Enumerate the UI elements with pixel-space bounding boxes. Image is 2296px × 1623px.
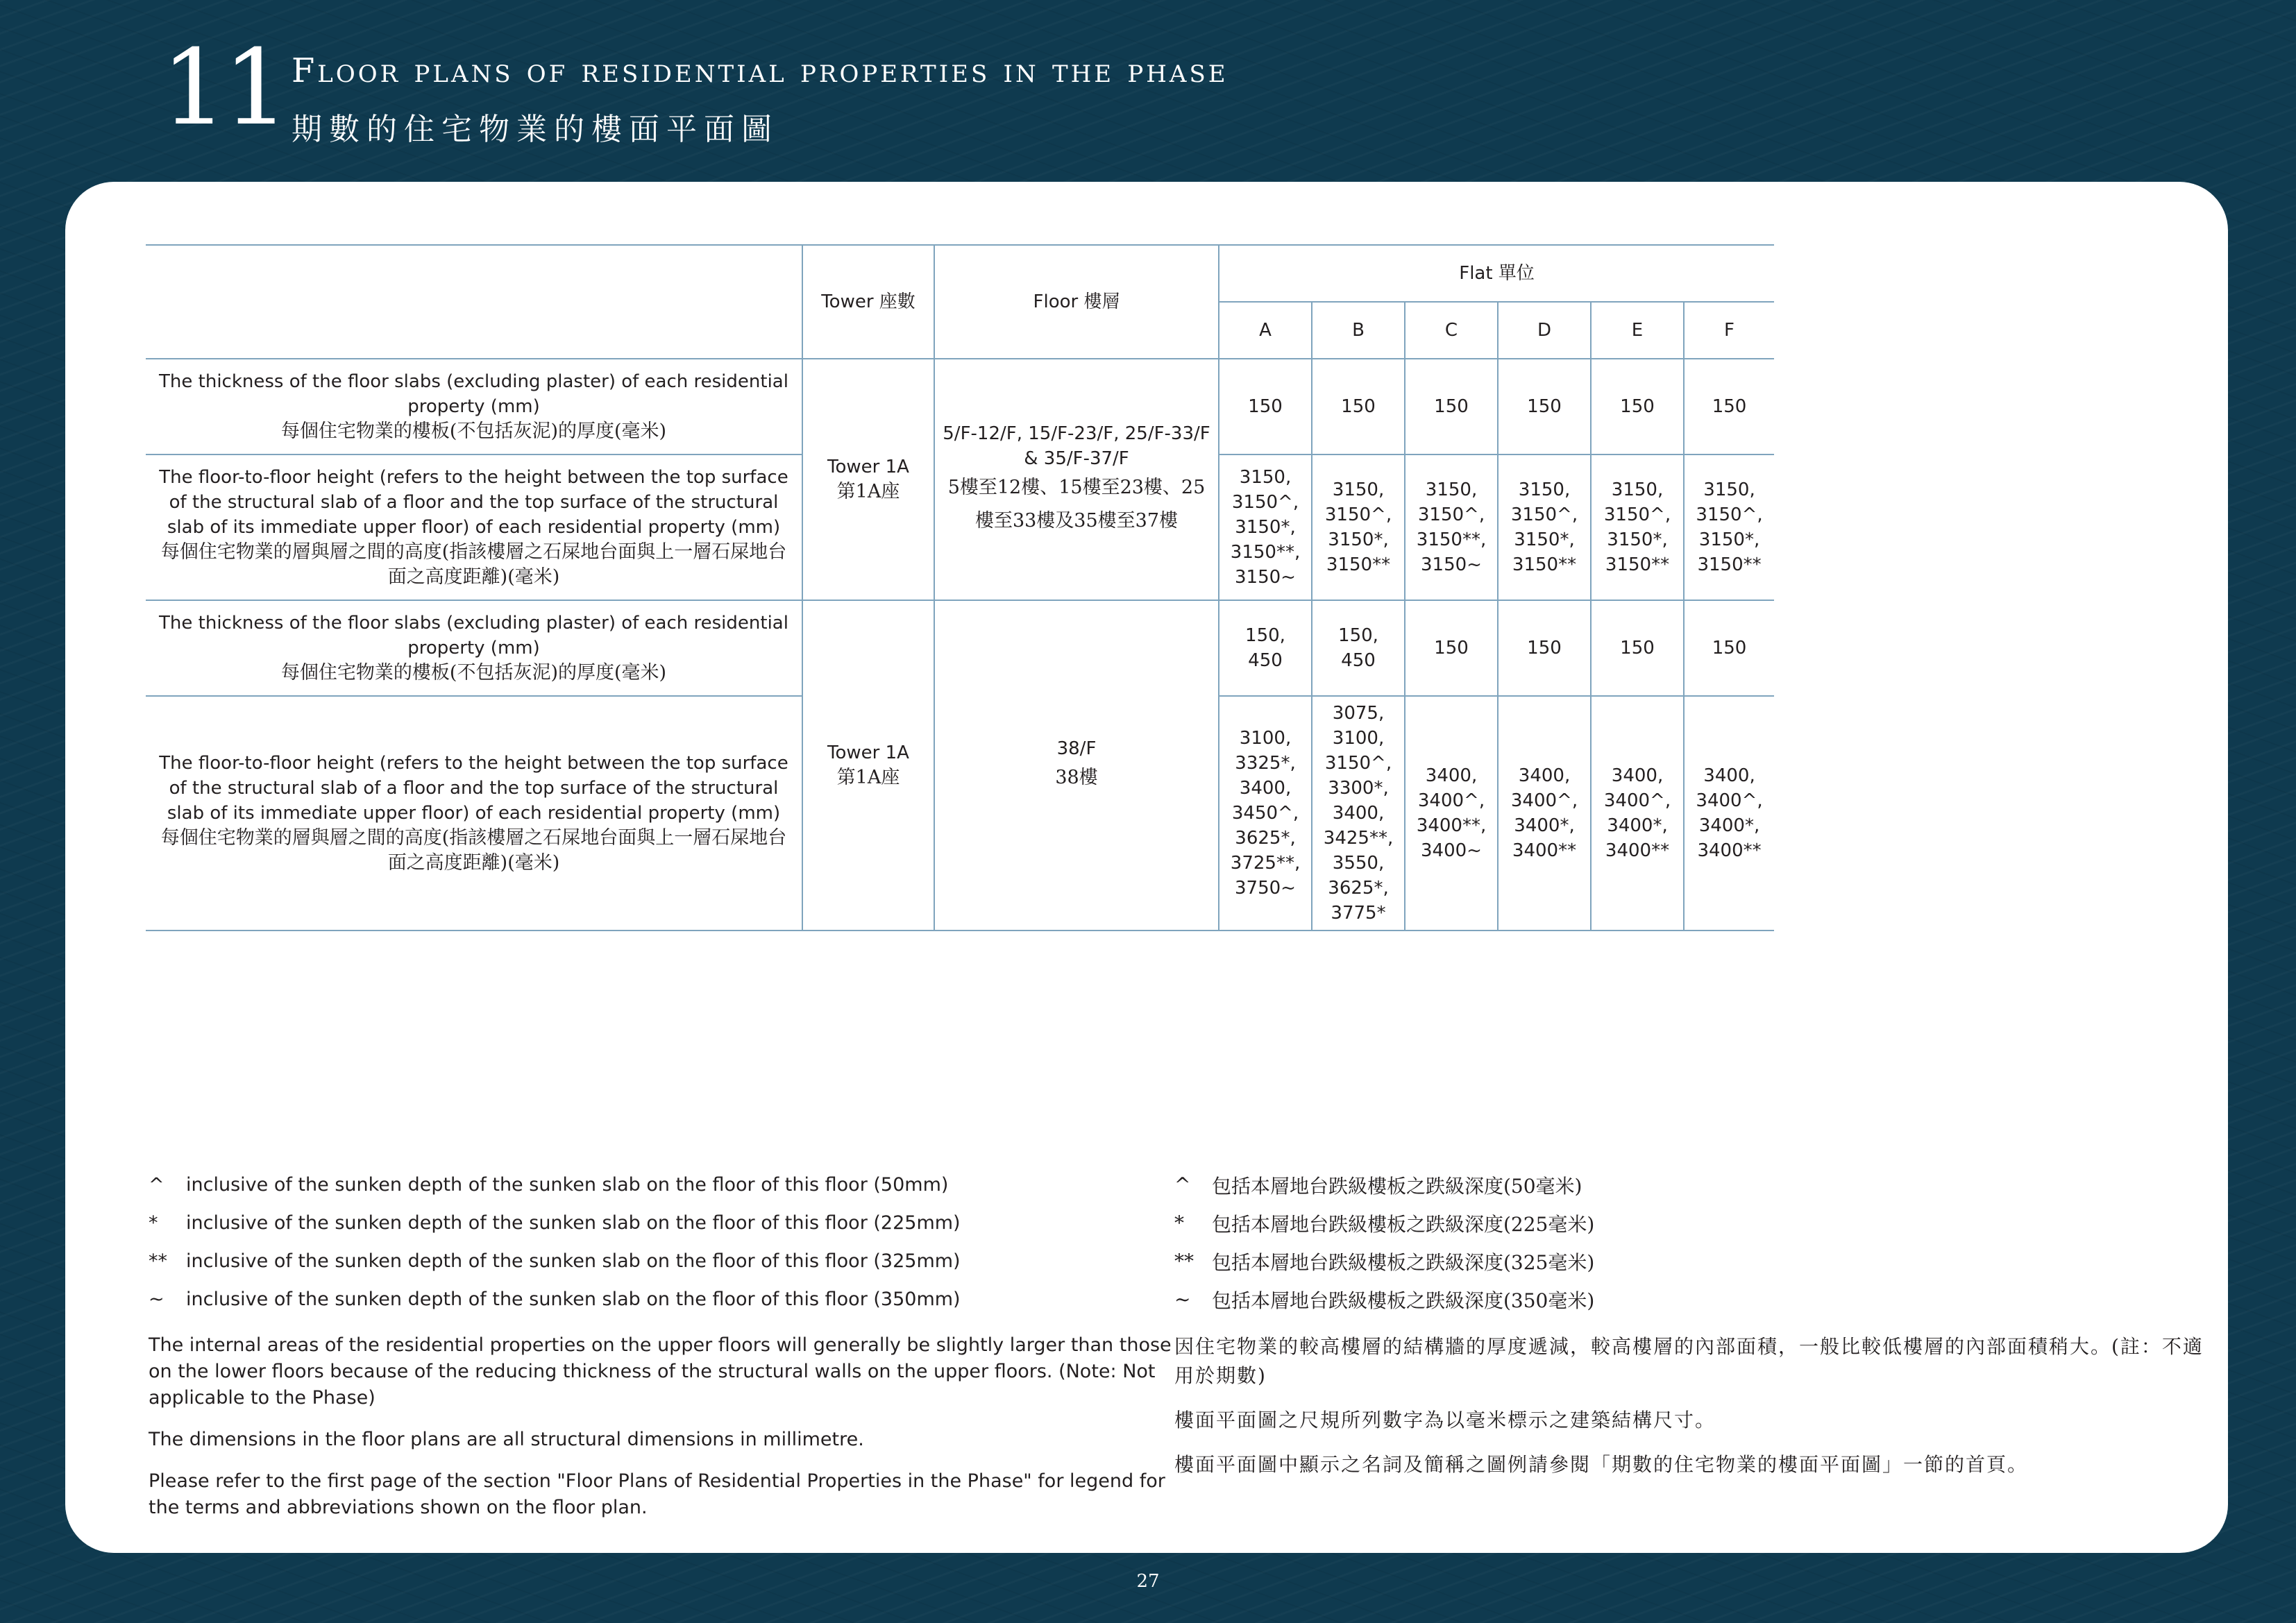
height-cell — [1405, 696, 1498, 931]
flat-letter: F — [1684, 302, 1774, 359]
cell-value: 3400*, — [1514, 815, 1575, 836]
height-cell — [1591, 454, 1684, 600]
flat-letter: B — [1312, 302, 1405, 359]
page-number: 27 — [1136, 1571, 1160, 1592]
footnote-symbol: ~ — [1174, 1288, 1191, 1311]
cell-value: 3150~ — [1235, 567, 1296, 588]
footnote — [1174, 1242, 2215, 1280]
floor-cell — [934, 600, 1219, 931]
cell-value: 450 — [1248, 650, 1283, 671]
cell-value: 3400*, — [1607, 815, 1668, 836]
cell-value: 150 — [1712, 638, 1747, 658]
thickness-cell — [1591, 600, 1684, 696]
cell-value: 3400, — [1239, 778, 1292, 799]
thickness-label-en: The thickness of the floor slabs (excluding plaster) of each residential property (mm) — [159, 371, 788, 417]
cell-value: 150 — [1434, 638, 1469, 658]
height-label — [146, 454, 802, 600]
cell-value: 3400, — [1425, 765, 1478, 786]
cell-value: 3400*, — [1698, 815, 1760, 836]
cell-value: 3150^, — [1603, 504, 1671, 525]
cell-value: 3150** — [1512, 554, 1577, 575]
height-cell — [1312, 454, 1405, 600]
cell-value: 3150^, — [1417, 504, 1485, 525]
cell-value: 3400**, — [1416, 815, 1487, 836]
tower-zh: 第1A座 — [836, 767, 900, 788]
height-cell — [1591, 696, 1684, 931]
cell-value: 3400^, — [1696, 790, 1763, 811]
cell-value: 3150*, — [1328, 529, 1389, 550]
footnote-symbol: * — [1174, 1212, 1184, 1234]
cell-value: 3625*, — [1328, 878, 1389, 899]
floor-zh: 5樓至12樓、15樓至23樓、25樓至33樓及35樓至37樓 — [947, 477, 1206, 532]
cell-value: 3325*, — [1235, 753, 1296, 774]
table-corner — [146, 245, 802, 359]
section-title-en: Floor plans of residential properties in the phase — [292, 51, 1229, 90]
cell-value: 3150*, — [1698, 529, 1760, 550]
thickness-label — [146, 359, 802, 454]
footnote — [149, 1280, 1197, 1318]
footnotes-list — [149, 1166, 1197, 1318]
cell-value: 3150** — [1697, 554, 1762, 575]
cell-value: 3750~ — [1235, 878, 1296, 899]
thickness-cell: 150 — [1498, 359, 1591, 454]
note-paragraph: Please refer to the first page of the section "Floor Plans of Residential Properties in the Phase" for legend for the terms and abbreviations shown on the floor plan. — [149, 1470, 1165, 1518]
cell-value: 3400** — [1512, 840, 1577, 861]
thickness-cell: 150 — [1312, 359, 1405, 454]
floor-cell — [934, 359, 1219, 600]
note-paragraph: 因住宅物業的較高樓層的結構牆的厚度遞減，較高樓層的內部面積，一般比較低樓層的內部面積稍大。(註：不適用於期數) — [1174, 1335, 2204, 1387]
content-card — [65, 182, 2228, 1553]
table-row — [146, 600, 1774, 696]
thickness-cell — [1312, 600, 1405, 696]
footnote — [149, 1242, 1197, 1280]
footnote-text: 包括本層地台跌級樓板之跌級深度(225毫米) — [1212, 1212, 1595, 1236]
cell-value: 3150^, — [1324, 753, 1392, 774]
height-cell — [1219, 454, 1312, 600]
col-header-flat: Flat 單位 — [1219, 245, 1774, 302]
height-cell — [1498, 696, 1591, 931]
cell-value: 3400** — [1697, 840, 1762, 861]
note-paragraph: The dimensions in the floor plans are all structural dimensions in millimetre. — [149, 1429, 864, 1450]
footnotes-list — [1174, 1166, 2215, 1318]
notes-english — [149, 1166, 1197, 1536]
footnote — [1174, 1280, 2215, 1318]
cell-value: 3400, — [1611, 765, 1664, 786]
height-cell — [1684, 454, 1774, 600]
cell-value: 3075, — [1332, 703, 1385, 724]
col-header-tower: Tower 座數 — [802, 245, 934, 359]
cell-value: 3150^, — [1696, 504, 1763, 525]
cell-value: 3725**, — [1230, 853, 1301, 874]
thickness-label — [146, 600, 802, 696]
footnote — [1174, 1204, 2215, 1242]
thickness-label-en: The thickness of the floor slabs (excluding plaster) of each residential property (mm) — [159, 613, 788, 658]
cell-value: 3100, — [1239, 728, 1292, 749]
table-body — [146, 359, 1774, 931]
flat-letter: D — [1498, 302, 1591, 359]
height-cell — [1312, 696, 1405, 931]
cell-value: 3150** — [1326, 554, 1391, 575]
cell-value: 3150, — [1425, 479, 1478, 500]
col-header-floor: Floor 樓層 — [934, 245, 1219, 359]
note-paragraph: 樓面平面圖中顯示之名詞及簡稱之圖例請參閱「期數的住宅物業的樓面平面圖」一節的首頁。 — [1174, 1453, 2029, 1476]
thickness-cell: 150 — [1219, 359, 1312, 454]
section-number: 11 — [161, 28, 285, 148]
cell-value: 3150, — [1518, 479, 1571, 500]
note-paragraph: 樓面平面圖之尺規所列數字為以毫米標示之建築結構尺寸。 — [1174, 1409, 1716, 1431]
footnote-text: inclusive of the sunken depth of the sunken slab on the floor of this floor (225mm) — [186, 1212, 961, 1234]
footnote-symbol: * — [149, 1212, 158, 1234]
thickness-cell — [1684, 600, 1774, 696]
height-label-zh: 每個住宅物業的層與層之間的高度(指該樓層之石屎地台面與上一層石屎地台面之高度距離)(毫米) — [160, 827, 787, 874]
tower-cell — [802, 359, 934, 600]
footnote — [1174, 1166, 2215, 1204]
height-cell — [1498, 454, 1591, 600]
footnote-symbol: ~ — [149, 1289, 164, 1310]
cell-value: 3400^, — [1510, 790, 1578, 811]
footnote-text: inclusive of the sunken depth of the sunken slab on the floor of this floor (50mm) — [186, 1174, 949, 1196]
footnote-symbol: ** — [1174, 1250, 1194, 1273]
cell-value: 450 — [1341, 650, 1376, 671]
cell-value: 3425**, — [1323, 828, 1394, 849]
cell-value: 3400** — [1605, 840, 1670, 861]
thickness-label-zh: 每個住宅物業的樓板(不包括灰泥)的厚度(毫米) — [280, 420, 667, 442]
height-cell — [1219, 696, 1312, 931]
cell-value: 3150, — [1703, 479, 1755, 500]
footnote-text: 包括本層地台跌級樓板之跌級深度(50毫米) — [1212, 1174, 1582, 1198]
cell-value: 150 — [1620, 638, 1655, 658]
height-label-en: The floor-to-floor height (refers to the height between the top surface of the structural slab of a floor and the top surface of the structural slab of its immediate upper floor) of each residential property (mm) — [159, 753, 788, 824]
cell-value: 3150*, — [1235, 517, 1296, 538]
cell-value: 3400^, — [1603, 790, 1671, 811]
cell-value: 3150, — [1332, 479, 1385, 500]
cell-value: 3400, — [1703, 765, 1755, 786]
notes-paragraphs — [149, 1332, 1197, 1521]
cell-value: 150, — [1338, 625, 1378, 646]
cell-value: 3400, — [1518, 765, 1571, 786]
thickness-cell: 150 — [1405, 359, 1498, 454]
notes-chinese — [1174, 1166, 2215, 1495]
table-row — [146, 359, 1774, 454]
cell-value: 3400~ — [1421, 840, 1482, 861]
cell-value: 150 — [1527, 638, 1562, 658]
cell-value: 3150**, — [1416, 529, 1487, 550]
tower-cell — [802, 600, 934, 931]
notes-paragraphs — [1174, 1332, 2215, 1479]
cell-value: 3150*, — [1607, 529, 1668, 550]
cell-value: 3150*, — [1514, 529, 1575, 550]
tower-en: Tower 1A — [827, 742, 909, 763]
cell-value: 3150~ — [1421, 554, 1482, 575]
height-label-en: The floor-to-floor height (refers to the height between the top surface of the structural slab of a floor and the top surface of the structural slab of its immediate upper floor) of each residential property (mm) — [159, 467, 788, 538]
height-label-zh: 每個住宅物業的層與層之間的高度(指該樓層之石屎地台面與上一層石屎地台面之高度距離)(毫米) — [160, 541, 787, 588]
cell-value: 3300*, — [1328, 778, 1389, 799]
thickness-cell: 150 — [1591, 359, 1684, 454]
cell-value: 3150**, — [1230, 542, 1301, 563]
footnote-text: inclusive of the sunken depth of the sunken slab on the floor of this floor (350mm) — [186, 1289, 961, 1310]
footnote-text: 包括本層地台跌級樓板之跌級深度(350毫米) — [1212, 1289, 1595, 1312]
footnote-symbol: ** — [149, 1250, 167, 1272]
footnote-symbol: ^ — [1174, 1173, 1191, 1196]
tower-zh: 第1A座 — [836, 481, 900, 502]
footnote-text: 包括本層地台跌級樓板之跌級深度(325毫米) — [1212, 1250, 1595, 1274]
cell-value: 3150, — [1611, 479, 1664, 500]
cell-value: 3150^, — [1510, 504, 1578, 525]
flat-letter: C — [1405, 302, 1498, 359]
cell-value: 3150^, — [1231, 492, 1299, 513]
footnote-text: inclusive of the sunken depth of the sunken slab on the floor of this floor (325mm) — [186, 1250, 961, 1272]
flat-letter: E — [1591, 302, 1684, 359]
floor-spec-table — [146, 244, 1774, 931]
thickness-label-zh: 每個住宅物業的樓板(不包括灰泥)的厚度(毫米) — [280, 662, 667, 683]
cell-value: 150, — [1245, 625, 1285, 646]
flat-letter: A — [1219, 302, 1312, 359]
cell-value: 3100, — [1332, 728, 1385, 749]
cell-value: 3150, — [1239, 467, 1292, 488]
thickness-cell — [1219, 600, 1312, 696]
floor-en: 38/F — [1056, 738, 1097, 759]
note-paragraph: The internal areas of the residential properties on the upper floors will generally be slightly larger than those on the lower floors because of the reducing thickness of the structural walls on the upper floors. (Note: Not applicable to the Phase) — [149, 1334, 1172, 1409]
tower-en: Tower 1A — [827, 457, 909, 477]
thickness-cell — [1498, 600, 1591, 696]
cell-value: 3150** — [1605, 554, 1670, 575]
cell-value: 3550, — [1332, 853, 1385, 874]
footnote-symbol: ^ — [149, 1174, 164, 1196]
section-title-zh: 期數的住宅物業的樓面平面圖 — [292, 112, 779, 147]
cell-value: 3150^, — [1324, 504, 1392, 525]
cell-value: 3775* — [1331, 903, 1386, 924]
cell-value: 3400^, — [1417, 790, 1485, 811]
footnote — [149, 1204, 1197, 1242]
floor-en: 5/F-12/F, 15/F-23/F, 25/F-33/F & 35/F-37/F — [943, 423, 1210, 469]
cell-value: 3450^, — [1231, 803, 1299, 824]
thickness-cell: 150 — [1684, 359, 1774, 454]
height-cell — [1684, 696, 1774, 931]
thickness-cell — [1405, 600, 1498, 696]
footnote — [149, 1166, 1197, 1204]
height-label — [146, 696, 802, 931]
height-cell — [1405, 454, 1498, 600]
cell-value: 3400, — [1332, 803, 1385, 824]
floor-zh: 38樓 — [1055, 767, 1098, 788]
cell-value: 3625*, — [1235, 828, 1296, 849]
